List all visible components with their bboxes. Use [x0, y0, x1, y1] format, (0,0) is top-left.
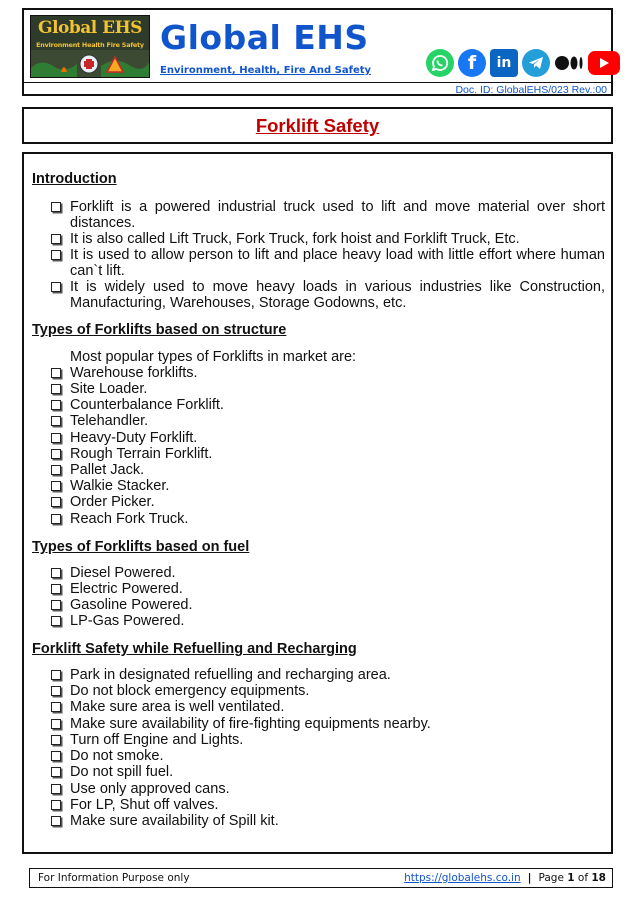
checkbox-bullet-icon	[51, 282, 61, 292]
facebook-icon[interactable]: f	[458, 49, 486, 77]
checkbox-bullet-icon	[51, 250, 61, 260]
header-divider	[24, 82, 611, 83]
list-item: Rough Terrain Forklift.	[70, 446, 605, 462]
footer-separator: |	[527, 872, 532, 884]
list-item: Gasoline Powered.	[70, 597, 605, 613]
logo	[30, 15, 150, 78]
checkbox-bullet-icon	[51, 816, 61, 826]
list-item: Turn off Engine and Lights.	[70, 732, 605, 748]
list-item: Make sure availability of Spill kit.	[70, 813, 605, 829]
linkedin-icon[interactable]: in	[490, 49, 518, 77]
list-item: For LP, Shut off valves.	[70, 797, 605, 813]
page-title: Forklift Safety	[255, 115, 380, 136]
doc-id: Doc. ID: GlobalEHS/023 Rev.:00	[455, 84, 607, 96]
brand-subtitle-link[interactable]: Environment, Health, Fire And Safety	[160, 65, 372, 76]
checkbox-bullet-icon	[51, 514, 61, 524]
section-heading-structure: Types of Forklifts based on structure	[32, 322, 287, 338]
section-heading-fuel: Types of Forklifts based on fuel	[32, 539, 250, 555]
list-item: Site Loader.	[70, 381, 605, 397]
checkbox-bullet-icon	[51, 433, 61, 443]
list-item: Pallet Jack.	[70, 462, 605, 478]
website-link[interactable]: https://globalehs.co.in	[404, 872, 521, 884]
checkbox-bullet-icon	[51, 368, 61, 378]
telegram-icon[interactable]	[522, 49, 550, 77]
logo-emblem-icon	[31, 50, 149, 78]
list-item: It is also called Lift Truck, Fork Truck, fork hoist and Forklift Truck, Etc.	[70, 231, 605, 247]
checkbox-bullet-icon	[51, 751, 61, 761]
checkbox-bullet-icon	[51, 400, 61, 410]
content-box	[22, 152, 613, 854]
list-item: It is widely used to move heavy loads in various industries like Construction, Manufacturing, Warehouses, Storage Godowns, etc.	[70, 279, 605, 311]
checkbox-bullet-icon	[51, 702, 61, 712]
list-item: It is used to allow person to lift and place heavy load with little effort where human can`t lift.	[70, 247, 605, 279]
list-item: Heavy-Duty Forklift.	[70, 430, 605, 446]
medium-icon[interactable]	[554, 49, 584, 77]
page-of: of	[577, 872, 589, 884]
checkbox-bullet-icon	[51, 465, 61, 475]
brand-title: Global EHS	[160, 18, 369, 57]
list-item: Park in designated refuelling and recharging area.	[70, 667, 605, 683]
checkbox-bullet-icon	[51, 686, 61, 696]
checkbox-bullet-icon	[51, 384, 61, 394]
checkbox-bullet-icon	[51, 616, 61, 626]
page-total: 18	[591, 872, 606, 884]
list-item: Forklift is a powered industrial truck used to lift and move material over short distances.	[70, 199, 605, 231]
section-lead-text: Most popular types of Forklifts in market are:	[70, 349, 357, 365]
checkbox-bullet-icon	[51, 600, 61, 610]
title-box	[22, 107, 613, 144]
checkbox-bullet-icon	[51, 202, 61, 212]
list-item: Make sure availability of fire-fighting equipments nearby.	[70, 716, 605, 732]
checkbox-bullet-icon	[51, 800, 61, 810]
footer-note: For Information Purpose only	[38, 872, 190, 884]
checkbox-bullet-icon	[51, 784, 61, 794]
list-item: Diesel Powered.	[70, 565, 605, 581]
page-label: Page	[538, 872, 564, 884]
list-item: Use only approved cans.	[70, 781, 605, 797]
list-item: Make sure area is well ventilated.	[70, 699, 605, 715]
list-item: Warehouse forklifts.	[70, 365, 605, 381]
checkbox-bullet-icon	[51, 767, 61, 777]
list-item: Electric Powered.	[70, 581, 605, 597]
header	[22, 8, 613, 96]
section-heading-refuelling: Forklift Safety while Refuelling and Recharging	[32, 641, 357, 657]
section-heading-introduction: Introduction	[32, 171, 117, 187]
checkbox-bullet-icon	[51, 719, 61, 729]
checkbox-bullet-icon	[51, 416, 61, 426]
list-item: Counterbalance Forklift.	[70, 397, 605, 413]
list-item: Do not spill fuel.	[70, 764, 605, 780]
whatsapp-icon[interactable]	[426, 49, 454, 77]
checkbox-bullet-icon	[51, 568, 61, 578]
checkbox-bullet-icon	[51, 670, 61, 680]
list-item: LP-Gas Powered.	[70, 613, 605, 629]
page-current: 1	[567, 872, 575, 884]
list-item: Do not block emergency equipments.	[70, 683, 605, 699]
list-item: Walkie Stacker.	[70, 478, 605, 494]
checkbox-bullet-icon	[51, 735, 61, 745]
footer-right	[404, 872, 606, 884]
checkbox-bullet-icon	[51, 481, 61, 491]
list-item: Reach Fork Truck.	[70, 511, 605, 527]
list-item: Order Picker.	[70, 494, 605, 510]
youtube-icon[interactable]	[588, 51, 620, 75]
checkbox-bullet-icon	[51, 497, 61, 507]
checkbox-bullet-icon	[51, 584, 61, 594]
social-icons	[426, 49, 620, 77]
list-item: Telehandler.	[70, 413, 605, 429]
logo-title: Global EHS	[38, 18, 142, 38]
footer	[29, 868, 613, 888]
list-item: Do not smoke.	[70, 748, 605, 764]
checkbox-bullet-icon	[51, 234, 61, 244]
checkbox-bullet-icon	[51, 449, 61, 459]
logo-subtitle: Environment Health Fire Safety	[36, 41, 144, 49]
